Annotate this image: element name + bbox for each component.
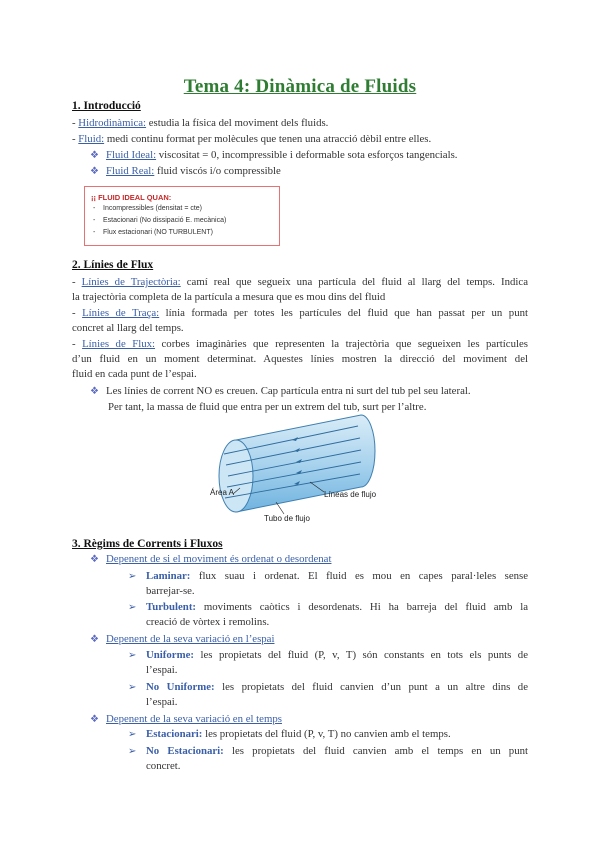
diamond-bullet-icon: ❖ xyxy=(90,166,99,177)
arrow-bullet-icon: ➢ xyxy=(128,682,137,693)
arrow-bullet-icon: ➢ xyxy=(128,571,137,582)
section-heading-regims: 3. Règims de Corrents i Fluxos xyxy=(72,538,223,550)
sub-item: ➢ No Estacionari: les propietats del fluid canvien amb el temps en un punt xyxy=(128,745,529,757)
note-box-item: Incompressibles (densitat = cte) xyxy=(103,205,203,212)
term-hidrodinamica: Hidrodinàmica: xyxy=(78,117,147,129)
bullet-item: ❖ Fluid Real: fluid viscós i/o compressible xyxy=(90,165,281,177)
bullet-item: ❖ Les línies de corrent NO es creuen. Cap partícula entra ni surt del tub pel seu lateral. xyxy=(90,385,471,397)
arrow-bullet-icon: ➢ xyxy=(128,602,137,613)
flow-tube-figure xyxy=(196,410,396,530)
flow-tube-drawing xyxy=(196,410,396,530)
sub-item: ➢ Estacionari: les propietats del fluid (P, v, T) no canvien amb el temps. xyxy=(128,728,451,740)
text-line: l’espai. xyxy=(146,664,178,676)
sub-item: ➢ Turbulent: moviments caòtics i desordenats. Hi ha barreja del fluid amb la xyxy=(128,601,528,613)
sub-item: ➢ Uniforme: les propietats del fluid (P, v, T) són constants en tots els punts de xyxy=(128,649,529,661)
diamond-bullet-icon: ❖ xyxy=(90,714,99,725)
bullet-item: ❖ Fluid Ideal: viscositat = 0, incompressible i deformable sota esforços tangencials. xyxy=(90,149,458,161)
figure-label-flow-tube: Tubo de flujo xyxy=(264,514,310,523)
group-heading: ❖ Depenent de si el moviment és ordenat o desordenat xyxy=(90,553,332,565)
figure-label-flow-lines: Líneas de flujo xyxy=(324,490,377,499)
text-line: Per tant, la massa de fluid que entra per un extrem del tub, surt per l’altre. xyxy=(108,401,427,413)
note-box-title: ¡¡ FLUID IDEAL QUAN: xyxy=(91,193,172,202)
text-line: - Hidrodinàmica: estudia la física del moviment dels fluids. xyxy=(72,117,329,129)
text-line: la trajectòria completa de la partícula a mesura que es mou dins del fluid xyxy=(72,291,386,303)
group-heading: ❖ Depenent de la seva variació en l’espai xyxy=(90,633,275,645)
term-fluid: Fluid: xyxy=(78,133,105,145)
note-box-item: Estacionari (No dissipació E. mecànica) xyxy=(103,217,227,224)
arrow-bullet-icon: ➢ xyxy=(128,746,137,757)
page-title: Tema 4: Dinàmica de Fluids xyxy=(183,76,417,97)
group-heading: ❖ Depenent de la seva variació en el temps xyxy=(90,713,282,725)
sub-item: ➢ No Uniforme: les propietats del fluid canvien d’un punt a un altre dins de xyxy=(128,681,528,693)
text-line: d’un fluid en un moment determinat. Aquestes línies mostren la direcció del moviment del xyxy=(72,353,528,365)
text-line: - Línies de Trajectòria: camí real que segueix una partícula del fluid al llarg del temps. Indica xyxy=(72,276,528,288)
diamond-bullet-icon: ❖ xyxy=(90,150,99,161)
arrow-bullet-icon: ➢ xyxy=(128,650,137,661)
section-heading-introduccio: 1. Introducció xyxy=(72,100,141,112)
note-box-item: Flux estacionari (NO TURBULENT) xyxy=(103,229,213,236)
figure-label-area: Área A xyxy=(210,488,235,497)
text-line: concret. xyxy=(146,760,181,772)
diamond-bullet-icon: ❖ xyxy=(90,634,99,645)
ideal-fluid-note-box: ¡¡ FLUID IDEAL QUAN: - Incompressibles (densitat = cte) - Estacionari (No dissipació E. mecànica) - Flux estacionari (NO TURBULENT) xyxy=(84,186,280,246)
text-line: l’espai. xyxy=(146,696,178,708)
text-line: - Línies de Flux: corbes imaginàries que representen la trajectòria que segueixen les partícules xyxy=(72,338,528,350)
arrow-bullet-icon: ➢ xyxy=(128,729,137,740)
diamond-bullet-icon: ❖ xyxy=(90,554,99,565)
text-line: barrejar-se. xyxy=(146,585,195,597)
section-heading-linies-de-flux: 2. Línies de Flux xyxy=(72,259,154,271)
text-line: - Línies de Traça: línia formada per totes les partícules del fluid que han passat per un punt xyxy=(72,307,528,319)
diamond-bullet-icon: ❖ xyxy=(90,386,99,397)
text-line: creació de vòrtex i remolins. xyxy=(146,616,270,628)
sub-item: ➢ Laminar: flux suau i ordenat. El fluid es mou en capes paral·leles sense xyxy=(128,570,529,582)
text-line: fluid en cada punt de l’espai. xyxy=(72,368,197,380)
text-line: concret al llarg del temps. xyxy=(72,322,184,334)
text-line: - Fluid: medi continu format per molècules que tenen una atracció dèbil entre elles. xyxy=(72,133,432,145)
